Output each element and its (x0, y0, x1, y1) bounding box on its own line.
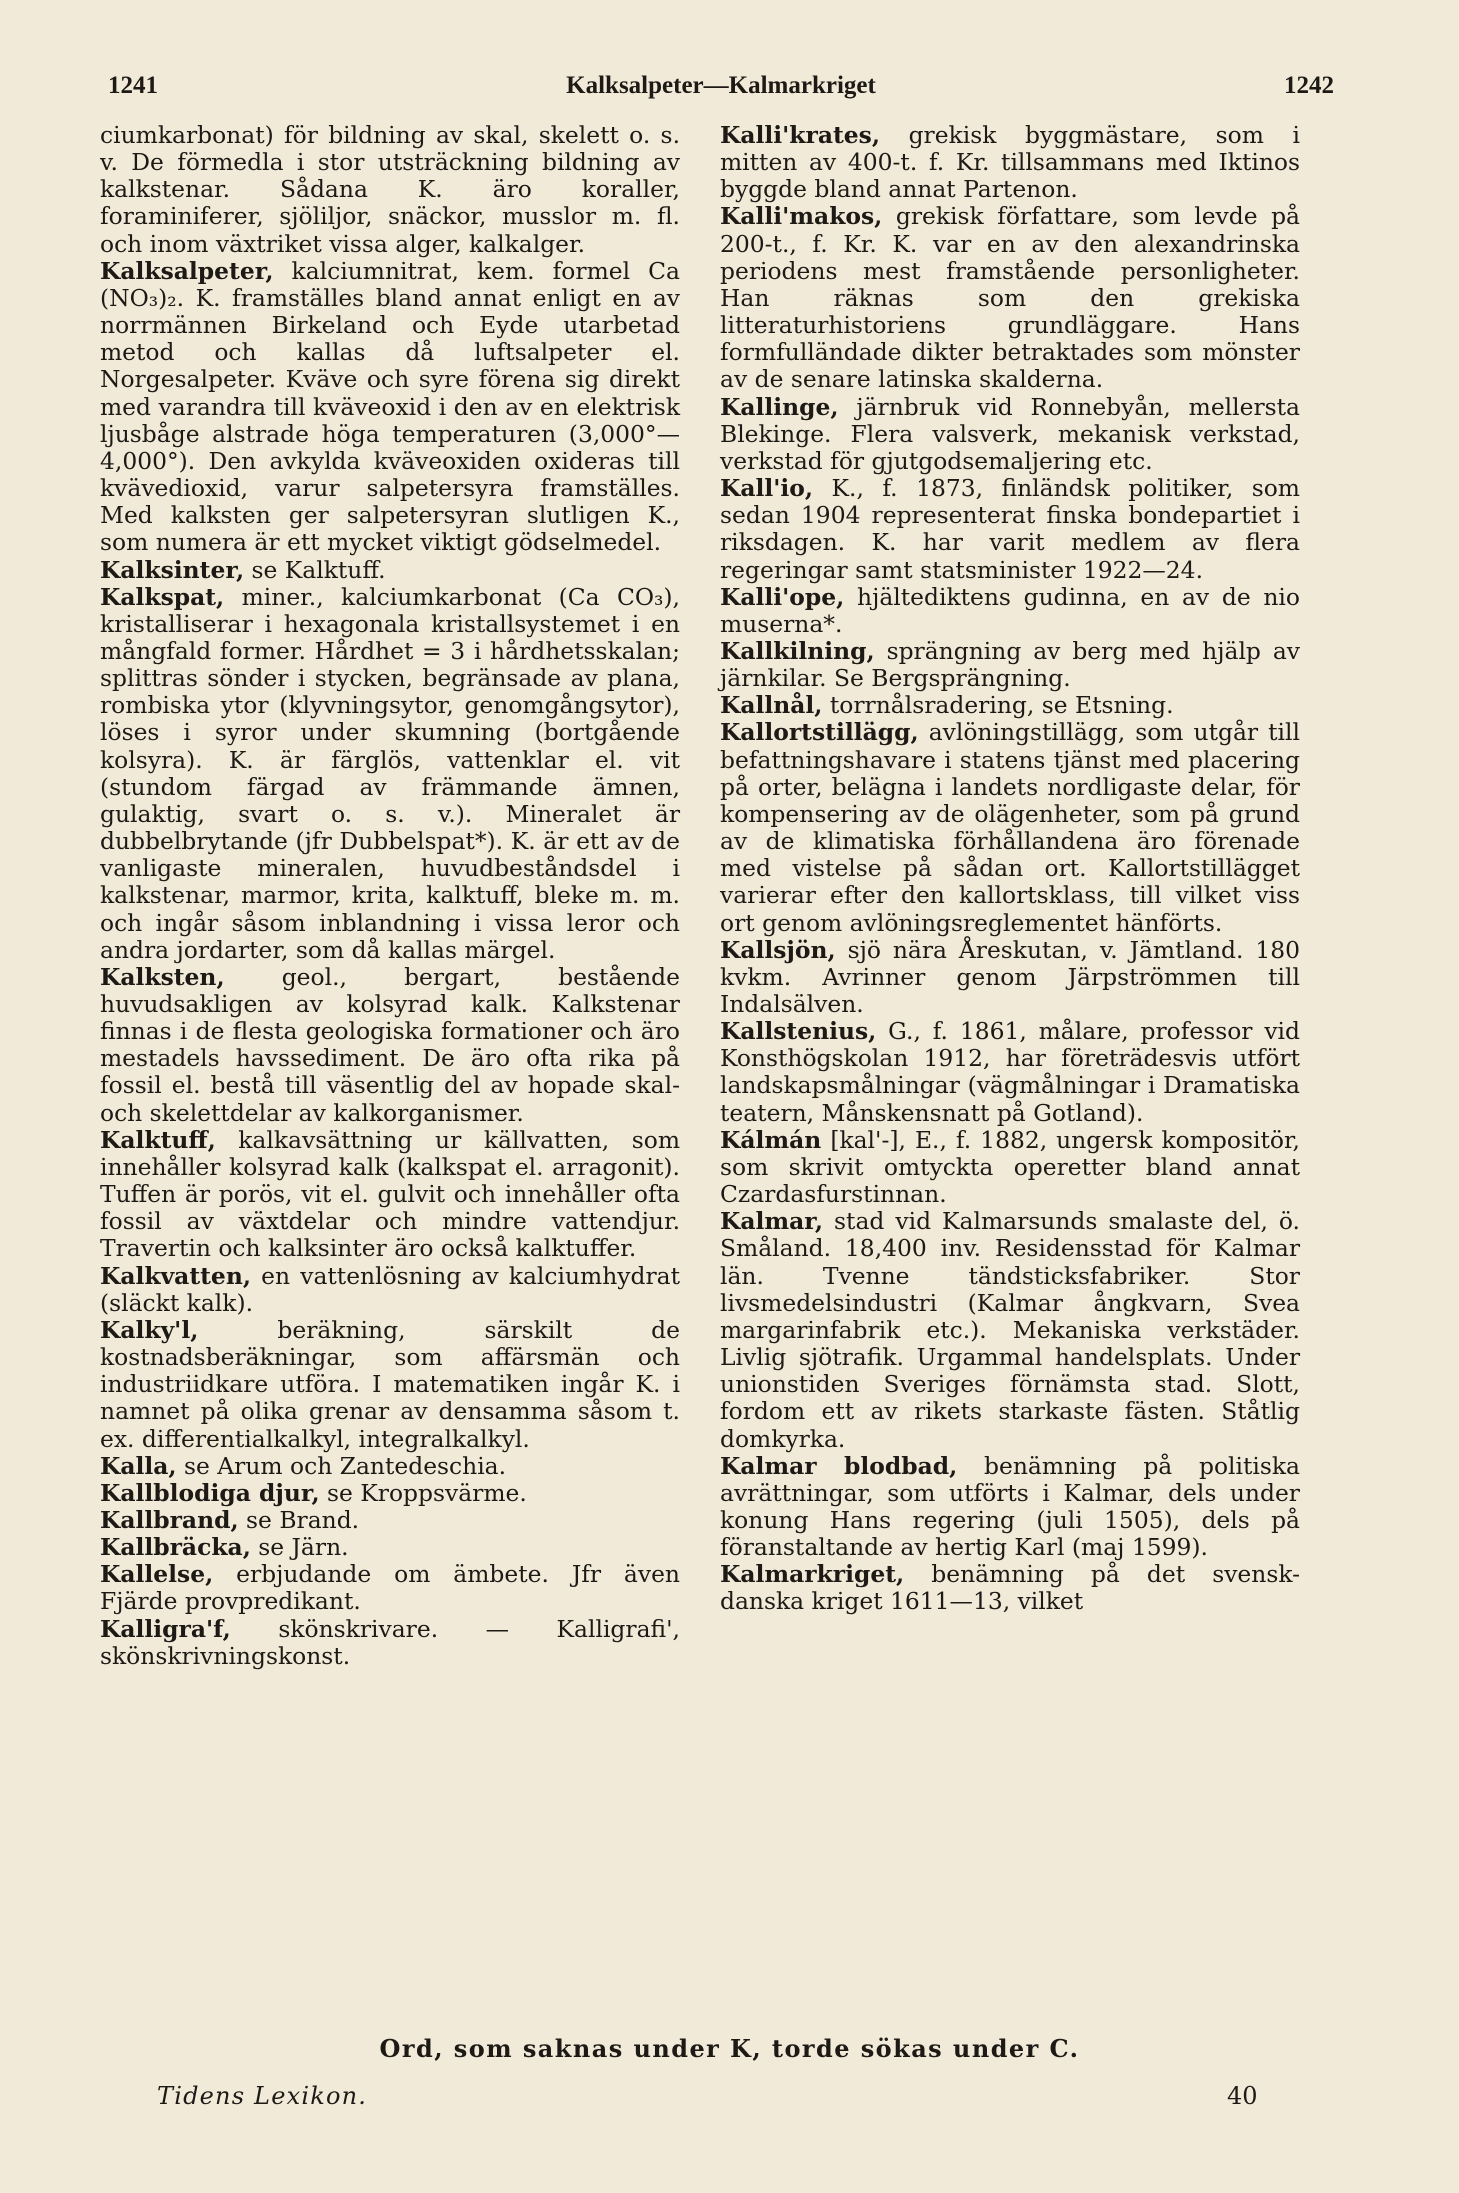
entry-kalmar: Kalmar, stad vid Kalmarsunds smalaste del, ö. Småland. 18,400 inv. Residensstad för Kalmar län. Tvenne tändsticksfabriker. Stor livsmedelsindustri (Kalmar ångkvarn, Svea margarinfabrik etc.). Mekaniska verkstäder. Livlig sjötrafik. Urgammal handelsplats. Under unionstiden Sveriges förnämsta stad. Slott, fordom ett av rikets starkaste fästen. Ståtlig domkyrka. (720, 1207, 1300, 1453)
entry-kalligraf: Kalligra'f, skönskrivare. — Kalligrafi', skönskrivningskonst. (100, 1614, 680, 1670)
entry-kallimakos: Kalli'makos, grekisk författare, som levde på 200-t., f. Kr. K. var en av den alexandrinska periodens mest framstående personligheter. Han räknas som den grekiska litteraturhistoriens grundläggare. Hans formfulländade dikter betraktades som mönster av de senare latinska skalderna. (720, 202, 1300, 394)
entry-kalmarkriget: Kalmarkriget, benämning på det svensk-danska kriget 1611—13, vilket (720, 1560, 1300, 1616)
entry-kallio: Kall'io, K., f. 1873, finländsk politiker, som sedan 1904 representerat finska bondepartiet i riksdagen. K. har varit medlem av flera regeringar samt statsminister 1922—24. (720, 474, 1300, 584)
entry-kalmar-blodbad: Kalmar blodbad, benämning på politiska avrättningar, som utförts i Kalmar, dels under konung Hans regering (juli 1505), dels på föranstaltande av hertig Karl (maj 1599). (720, 1451, 1301, 1562)
entry-kallnal: Kallnål, torrnålsradering, se Etsning. (720, 691, 1174, 720)
entry-kalkspat: Kalkspat, miner., kalciumkarbonat (Ca CO₃), kristalliserar i hexagonala kristallsystemet i en mångfald former. Hårdhet = 3 i hårdhetsskalan; splittras sönder i stycken, begränsade av plana, rombiska ytor (klyvningsytor, genomgångsytor), löses i syror under skumning (bortgående kolsyra). K. är färglös, vattenklar el. vit (stundom färgad av främmande ämnen, gulaktig, svart o. s. v.). Mineralet är dubbelbrytande (jfr Dubbelspat*). K. är ett av de vanligaste mineralen, huvudbeståndsdel i kalkstenar, marmor, krita, kalktuff, bleke m. m. och ingår såsom inblandning i vissa leror och andra jordarter, som då kallas märgel. (100, 582, 680, 964)
entry-kalliope: Kalli'ope, hjältediktens gudinna, en av de nio muserna*. (720, 582, 1300, 638)
entry-kallelse: Kallelse, erbjudande om ämbete. Jfr även Fjärde provpredikant. (100, 1560, 680, 1616)
entry-kallortstillagg: Kallortstillägg, avlöningstillägg, som utgår till befattningshavare i statens tjänst med placering på orter, belägna i landets nordligaste delar, för kompensering av de olägenheter, som på grund av de klimatiska förhållandena äro förenade med vistelse på sådan ort. Kallortstillägget varierar efter den kallortsklass, till vilket viss ort genom avlöningsreglementet hänförts. (720, 718, 1300, 937)
column-right (720, 122, 1300, 1616)
entry-kalksten: Kalksten, geol., bergart, bestående huvudsakligen av kolsyrad kalk. Kalkstenar finnas i de flesta geologiska formationer och äro mestadels havssediment. De äro ofta rika på fossil el. bestå till väsentlig del av hopade skal- och skelettdelar av kalkorganismer. (100, 962, 680, 1127)
entry-kalman: Kálmán [kal'-], E., f. 1882, ungersk kompositör, som skrivit omtyckta operetter bland annat Czardasfurstinnan. (720, 1125, 1300, 1209)
entry-kallstenius: Kallstenius, G., f. 1861, målare, professor vid Konsthögskolan 1912, har företrädesvis utfört landskapsmålningar (vägmålningar i Dramatiska teatern, Månskensnatt på Gotland). (720, 1017, 1300, 1127)
entry-kalla: Kalla, se Arum och Zantedeschia. (100, 1451, 507, 1480)
entry-kalksinter: Kalksinter, se Kalktuff. (100, 555, 386, 584)
imprint: Tidens Lexikon. (157, 2082, 368, 2110)
entry-kallbrand: Kallbrand, se Brand. (100, 1505, 360, 1534)
entry-kallblodiga-djur: Kallblodiga djur, se Kroppsvärme. (100, 1478, 527, 1507)
column-left (100, 122, 680, 1670)
entry-kallsjon: Kallsjön, sjö nära Åreskutan, v. Jämtland. 180 kvkm. Avrinner genom Järpströmmen till Indalsälven. (720, 935, 1300, 1018)
page-header (108, 72, 1334, 112)
page-number-left: 1241 (108, 72, 158, 99)
entry-continued: ciumkarbonat) för bildning av skal, skelett o. s. v. De förmedla i stor utsträckning bildning av kalkstenar. Sådana K. äro koraller, foraminiferer, sjöliljor, snäckor, musslor m. fl. och inom växtriket vissa alger, kalkalger. (100, 121, 680, 258)
footnote: Ord, som saknas under K, torde sökas under C. (379, 2034, 1080, 2063)
entry-kallkilning: Kallkilning, sprängning av berg med hjälp av järnkilar. Se Bergsprängning. (720, 636, 1300, 693)
entry-kallikrates: Kalli'krates, grekisk byggmästare, som i mitten av 400-t. f. Kr. tillsammans med Iktinos byggde bland annat Partenon. (720, 121, 1300, 204)
entry-kalkvatten: Kalkvatten, en vattenlösning av kalciumhydrat (släckt kalk). (100, 1261, 680, 1317)
entry-kallbracka: Kallbräcka, se Järn. (100, 1533, 349, 1562)
entry-kalksalpeter: Kalksalpeter, kalciumnitrat, kem. formel Ca (NO₃)₂. K. framställes bland annat enligt en av norrmännen Birkeland och Eyde utarbetad metod och kallas då luftsalpeter el. Norgesalpeter. Kväve och syre förena sig direkt med varandra till kväveoxid i den av en elektrisk ljusbåge alstrade höga temperaturen (3,000°—4,000°). Den avkylda kväveoxiden oxideras till kvävedioxid, varur salpetersyra framställes. Med kalksten ger salpetersyran slutligen K., som numera är ett mycket viktigt gödselmedel. (100, 256, 680, 557)
entry-kallinge: Kallinge, järnbruk vid Ronnebyån, mellersta Blekinge. Flera valsverk, mekanisk verkstad, verkstad för gjutgodsemaljering etc. (720, 392, 1300, 475)
running-title: Kalksalpeter—Kalmarkriget (566, 72, 876, 99)
entry-kalktuff: Kalktuff, kalkavsättning ur källvatten, som innehåller kolsyrad kalk (kalkspat el. arragonit). Tuffen är porös, vit el. gulvit och innehåller ofta fossil av växtdelar och mindre vattendjur. Travertin och kalksinter äro också kalktuffer. (100, 1125, 680, 1263)
entry-kalkyl: Kalky'l, beräkning, särskilt de kostnadsberäkningar, som affärsmän och industriidkare utföra. I matematiken ingår K. i namnet på olika grenar av densamma såsom t. ex. differentialkalkyl, integralkalkyl. (100, 1315, 680, 1453)
signature-mark: 40 (1227, 2082, 1258, 2110)
page-number-right: 1242 (1284, 72, 1334, 99)
